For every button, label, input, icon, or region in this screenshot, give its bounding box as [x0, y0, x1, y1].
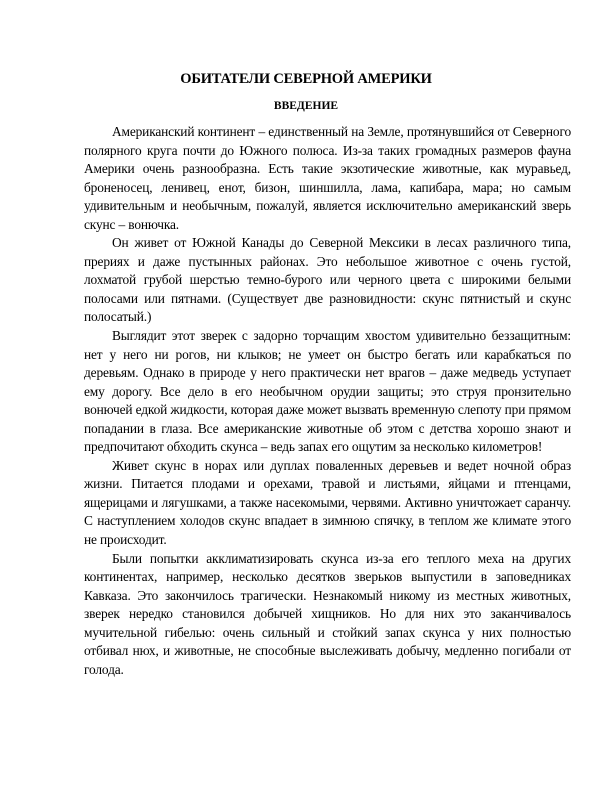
document-title: ОБИТАТЕЛИ СЕВЕРНОЙ АМЕРИКИ	[180, 71, 432, 87]
paragraph: Живет скунс в норах или дуплах поваленных деревьев и ведет ночной образ жизни. Питается плодами и орехами, травой и листьями, яйцами и птенцами, ящерицами и лягушками, а также насекомыми, червями. Активно уничтожает саранчу. С наступлением холодов скунс впадает в зимнюю спячку, в теплом же климате этого не происходит.	[84, 457, 571, 548]
paragraph: Он живет от Южной Канады до Северной Мексики в лесах различного типа, прериях и даже пустынных районах. Это небольшое животное с очень густой, лохматой грубой шерстью темно-бурого или черного цвета с широкими белыми полосами или пятнами. (Существует две разновидности: скунс пятнистый и скунс полосатый.)	[84, 235, 571, 325]
paragraph: Выглядит этот зверек с задорно торчащим хвостом удивительно беззащитным: нет у него ни рогов, ни клыков; не умеет он быстро бегать или карабкаться по деревьям. Однако в природе у него практически нет врагов – даже медведь уступает ему дорогу. Все дело в его необычном орудии защиты; это струя пронзительно вонючей едкой жидкости, которая даже может вызвать временную слепоту при прямом попадании в глаза. Все американские животные об этом с детства хорошо знают и предпочитают обходить скунса – ведь запах его ощутим за несколько километров!	[84, 328, 571, 455]
body-text	[84, 123, 571, 679]
paragraph: Были попытки акклиматизировать скунса из-за его теплого меха на других континентах, например, несколько десятков зверьков выпустили в заповедниках Кавказа. Это закончилось трагически. Незнакомый никому из местных животных, зверек нередко становился добычей хищников. Но для них это заканчивалось мучительной гибелью: очень сильный и стойкий запах скунса у них полностью отбивал нюх, и животные, не способные выслеживать добычу, медленно погибали от голода.	[84, 550, 571, 677]
paragraph: Американский континент – единственный на Земле, протянувшийся от Северного полярного круга почти до Южного полюса. Из-за таких громадных размеров фауна Америки очень разнообразна. Есть такие экзотические животные, как муравьед, броненосец, ленивец, енот, бизон, шиншилла, лама, капибара, мара; но самым удивительным и необычным, пожалуй, является исключительно американский зверь скунс – вонючка.	[84, 124, 571, 232]
section-heading: ВВЕДЕНИЕ	[273, 100, 339, 112]
